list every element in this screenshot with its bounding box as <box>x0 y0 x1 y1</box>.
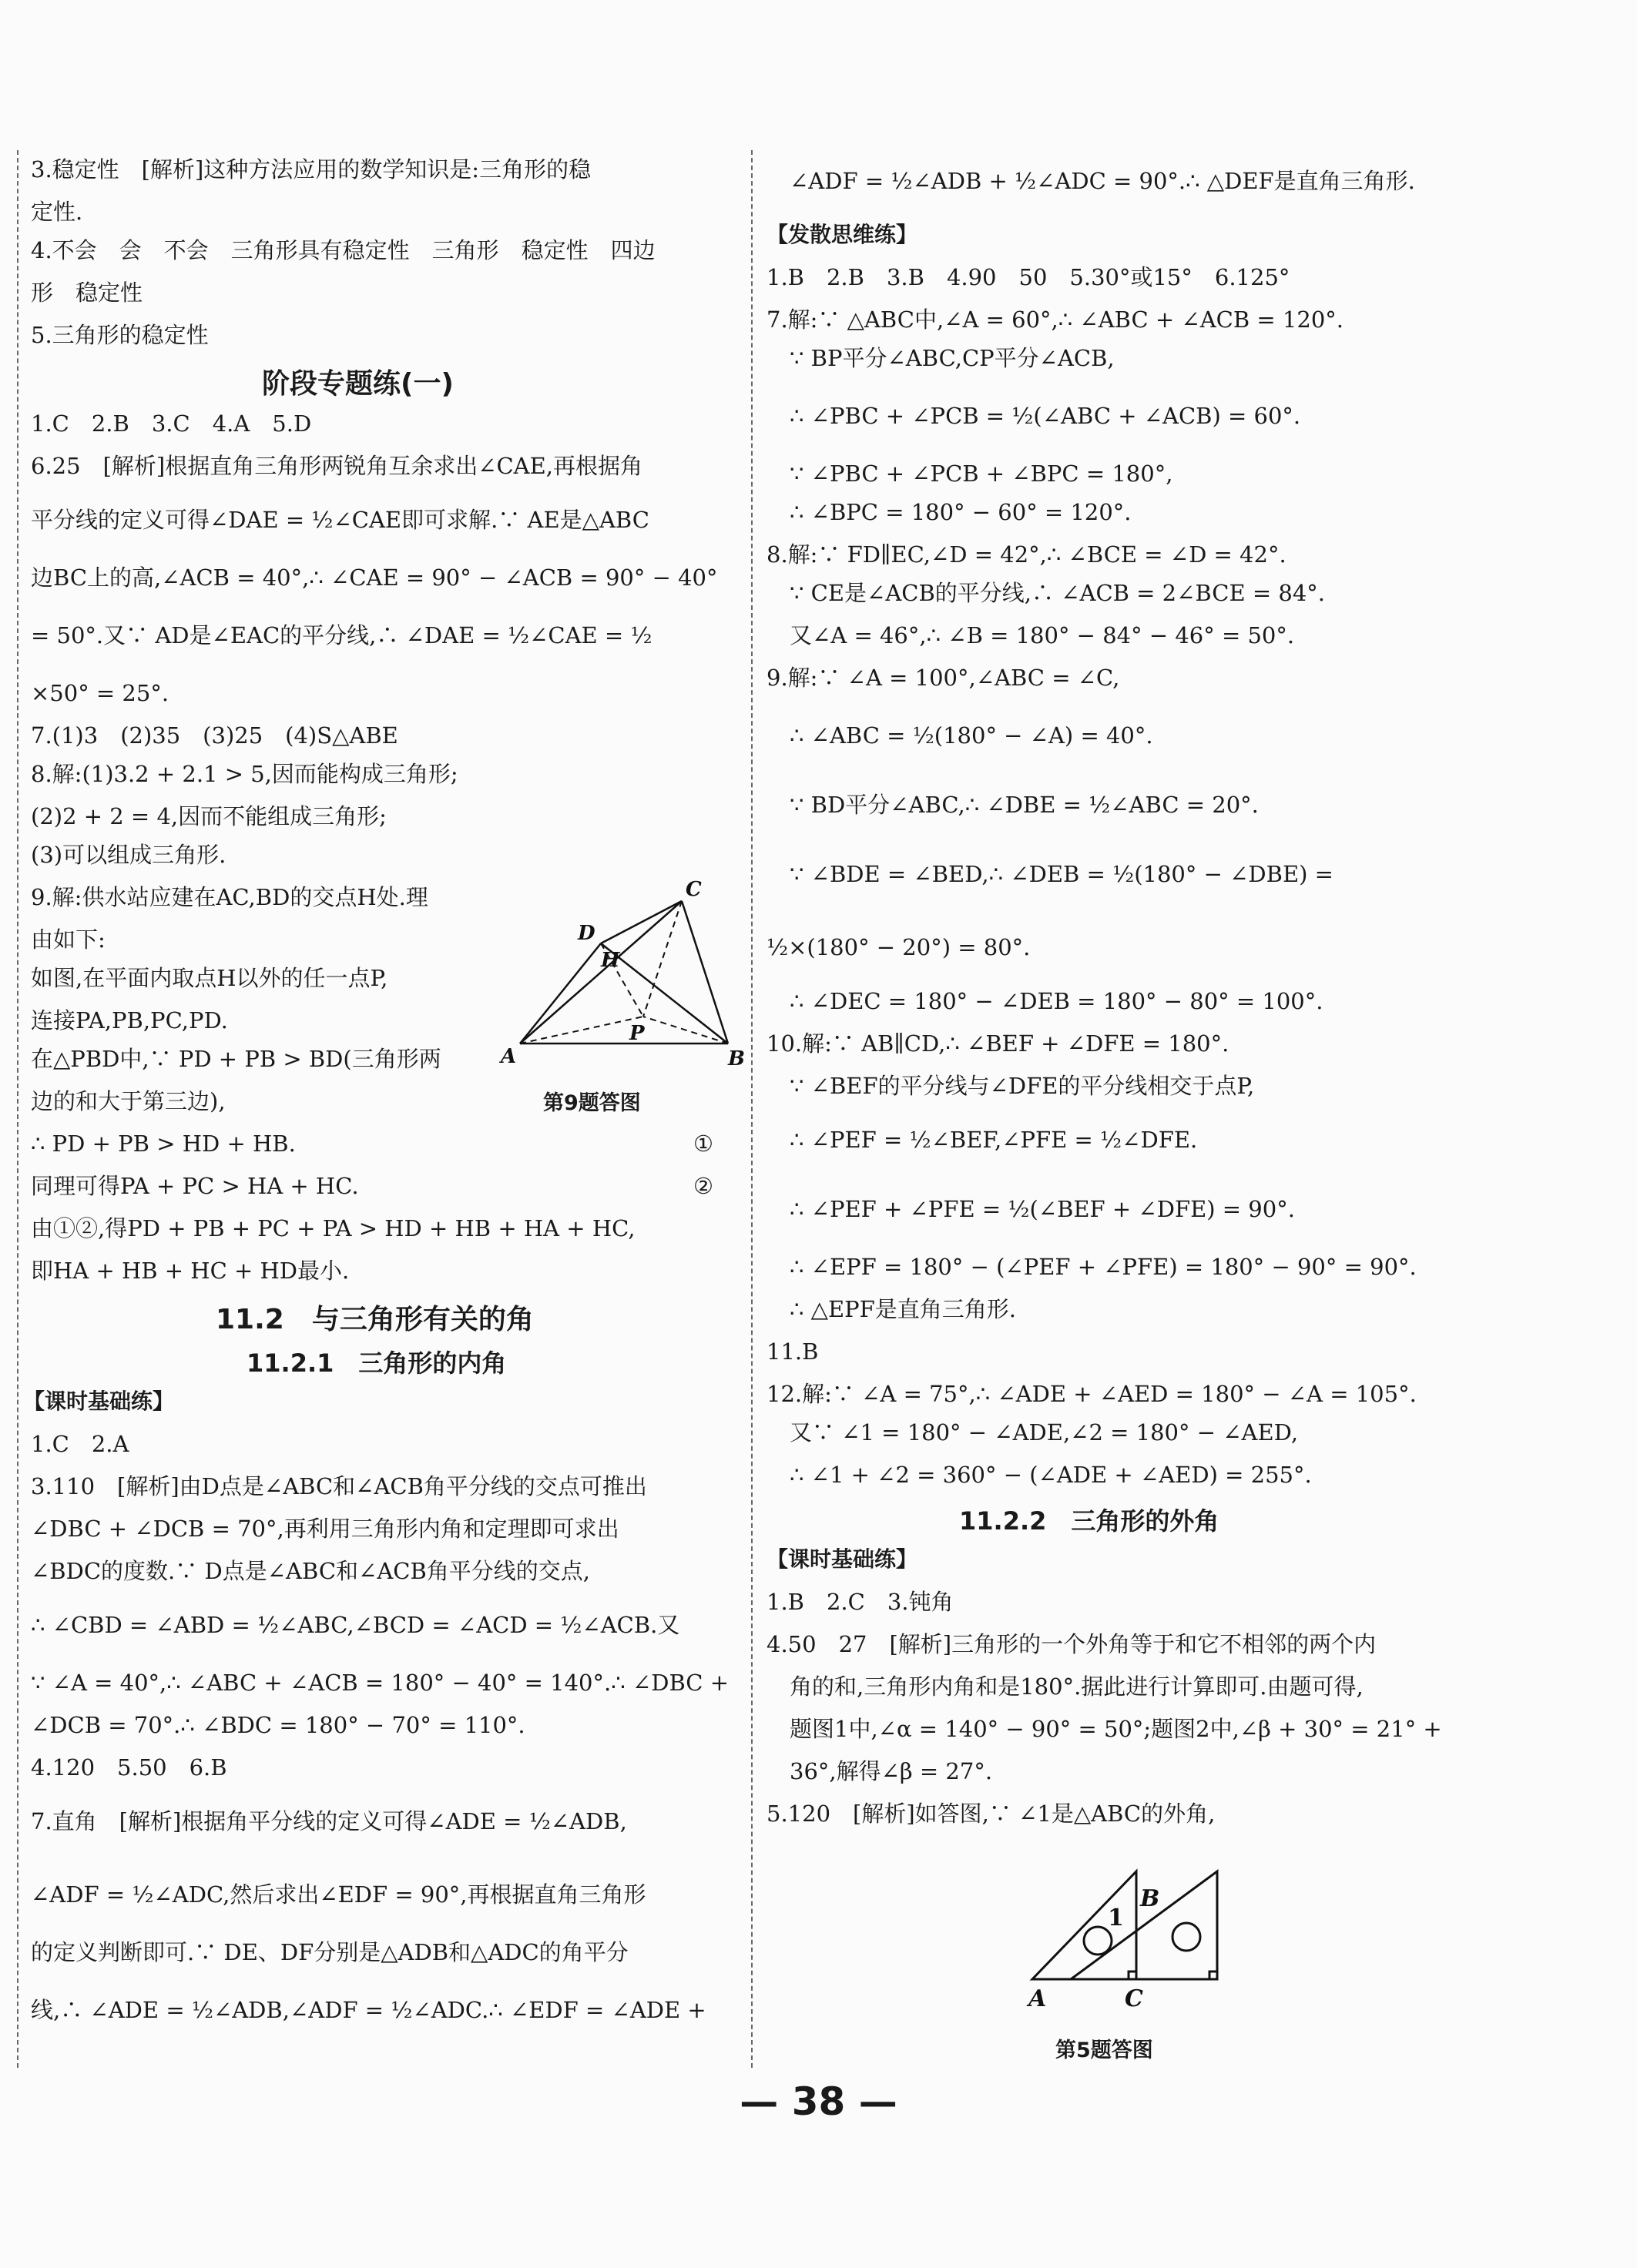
text-line: 1.B 2.B 3.B 4.90 50 5.30°或15° 6.125° <box>767 264 1290 290</box>
section-heading-stage: 阶段专题练(一) <box>262 368 454 400</box>
text-line: 如图,在平面内取点H以外的任一点P, <box>31 965 388 991</box>
text-line: ∴ ∠CBD = ∠ABD = ½∠ABC,∠BCD = ∠ACD = ½∠ACB.又 <box>31 1612 680 1638</box>
text-line: ∴ ∠PBC + ∠PCB = ½(∠ABC + ∠ACB) = 60°. <box>790 403 1301 429</box>
fig5-label-a: A <box>1028 1985 1047 2012</box>
text-line: ∴ ∠PEF = ½∠BEF,∠PFE = ½∠DFE. <box>790 1127 1198 1153</box>
text-line: 9.解:供水站应建在AC,BD的交点H处.理 <box>31 884 428 910</box>
text-line: ∵ BP平分∠ABC,CP平分∠ACB, <box>790 345 1115 371</box>
section-heading-11-2-1: 11.2.1 三角形的内角 <box>247 1348 507 1378</box>
text-line: ∴ ∠1 + ∠2 = 360° − (∠ADE + ∠AED) = 255°. <box>790 1462 1312 1488</box>
text-line: ∴ ∠ABC = ½(180° − ∠A) = 40°. <box>790 722 1153 749</box>
text-line: ∴ △EPF是直角三角形. <box>790 1296 1016 1322</box>
text-line: 36°,解得∠β = 27°. <box>790 1758 993 1784</box>
text-line: 12.解:∵ ∠A = 75°,∴ ∠ADE + ∠AED = 180° − ∠A = 105°. <box>767 1381 1417 1407</box>
page-number-value: 38 <box>791 2079 846 2124</box>
figure-q5-caption: 第5题答图 <box>1055 2039 1153 2062</box>
text-line: 边的和大于第三边), <box>31 1088 226 1114</box>
figure-q9-quadrilateral <box>497 874 759 1074</box>
circled-mark-2: ② <box>693 1173 713 1199</box>
text-line: 7.解:∵ △ABC中,∠A = 60°,∴ ∠ABC + ∠ACB = 120°. <box>767 307 1343 333</box>
text-line: 角的和,三角形内角和是180°.据此进行计算即可.由题可得, <box>790 1673 1364 1700</box>
text-line: 4.50 27 [解析]三角形的一个外角等于和它不相邻的两个内 <box>767 1631 1377 1657</box>
fig9-label-p: P <box>629 1022 645 1045</box>
text-line: 边BC上的高,∠ACB = 40°,∴ ∠CAE = 90° − ∠ACB = 90° − 40° <box>31 564 718 591</box>
text-line: ∵ CE是∠ACB的平分线,∴ ∠ACB = 2∠BCE = 84°. <box>790 580 1325 606</box>
circled-mark-1: ① <box>693 1131 713 1157</box>
text-line: ∴ ∠BPC = 180° − 60° = 120°. <box>790 499 1132 525</box>
fig9-label-a: A <box>501 1045 517 1068</box>
column-divider-left <box>17 150 18 2068</box>
text-line: 在△PBD中,∵ PD + PB > BD(三角形两 <box>31 1046 441 1072</box>
text-line: 10.解:∵ AB∥CD,∴ ∠BEF + ∠DFE = 180°. <box>767 1030 1229 1057</box>
text-line: 3.稳定性 [解析]这种方法应用的数学知识是:三角形的稳 <box>31 156 592 183</box>
text-line: ∠ADF = ½∠ADC,然后求出∠EDF = 90°,再根据直角三角形 <box>31 1881 646 1908</box>
fig5-label-c: C <box>1125 1985 1143 2012</box>
text-line: 形 稳定性 <box>31 280 143 306</box>
section-heading-11-2-2: 11.2.2 三角形的外角 <box>959 1506 1219 1536</box>
text-line: 8.解:(1)3.2 + 2.1 > 5,因而能构成三角形; <box>31 761 458 787</box>
text-line: ∴ ∠DEC = 180° − ∠DEB = 180° − 80° = 100°. <box>790 988 1323 1014</box>
text-line: ∵ ∠A = 40°,∴ ∠ABC + ∠ACB = 180° − 40° = 140°.∴ ∠DBC + <box>31 1670 729 1696</box>
fig9-label-c: C <box>686 878 702 901</box>
section-heading-11-2: 11.2 与三角形有关的角 <box>216 1304 534 1335</box>
text-line: = 50°.又∵ AD是∠EAC的平分线,∴ ∠DAE = ½∠CAE = ½ <box>31 622 652 648</box>
text-line: (2)2 + 2 = 4,因而不能组成三角形; <box>31 803 387 829</box>
text-line: ∠BDC的度数.∵ D点是∠ABC和∠ACB角平分线的交点, <box>31 1558 590 1584</box>
text-line: ∵ ∠BDE = ∠BED,∴ ∠DEB = ½(180° − ∠DBE) = <box>790 861 1333 887</box>
text-line: 4.不会 会 不会 三角形具有稳定性 三角形 稳定性 四边 <box>31 237 656 263</box>
text-line: 同理可得PA + PC > HA + HC. <box>31 1173 359 1199</box>
text-line: 由①②,得PD + PB + PC + PA > HD + HB + HA + HC, <box>31 1215 636 1241</box>
text-line: ∴ PD + PB > HD + HB. <box>31 1131 296 1157</box>
text-line: 1.C 2.A <box>31 1431 129 1457</box>
text-line: ∵ ∠BEF的平分线与∠DFE的平分线相交于点P, <box>790 1073 1255 1099</box>
text-line: 9.解:∵ ∠A = 100°,∠ABC = ∠C, <box>767 665 1120 691</box>
text-line: 3.110 [解析]由D点是∠ABC和∠ACB角平分线的交点可推出 <box>31 1473 647 1499</box>
page-number: — 38 — <box>740 2079 897 2124</box>
text-line: 定性. <box>31 199 83 225</box>
text-line: 7.直角 [解析]根据角平分线的定义可得∠ADE = ½∠ADB, <box>31 1808 627 1834</box>
text-line: 5.三角形的稳定性 <box>31 322 209 348</box>
figure-q5-set-squares <box>1025 1856 1348 2018</box>
text-line: ∴ ∠PEF + ∠PFE = ½(∠BEF + ∠DFE) = 90°. <box>790 1196 1295 1222</box>
text-line: 7.(1)3 (2)35 (3)25 (4)S△ABE <box>31 722 398 749</box>
text-line: ∵ ∠PBC + ∠PCB + ∠BPC = 180°, <box>790 461 1173 487</box>
fig9-label-d: D <box>578 922 595 945</box>
text-line: 即HA + HB + HC + HD最小. <box>31 1258 350 1284</box>
text-line: 8.解:∵ FD∥EC,∠D = 42°,∴ ∠BCE = ∠D = 42°. <box>767 541 1286 568</box>
text-line: 题图1中,∠α = 140° − 90° = 50°;题图2中,∠β + 30° = 21° + <box>790 1716 1442 1742</box>
text-line: 平分线的定义可得∠DAE = ½∠CAE即可求解.∵ AE是△ABC <box>31 507 649 533</box>
text-line: ½×(180° − 20°) = 80°. <box>767 934 1031 960</box>
text-line: 的定义判断即可.∵ DE、DF分别是△ADB和△ADC的角平分 <box>31 1939 629 1965</box>
text-line: 连接PA,PB,PC,PD. <box>31 1007 228 1033</box>
text-line: (3)可以组成三角形. <box>31 842 226 868</box>
text-line: 1.C 2.B 3.C 4.A 5.D <box>31 410 312 437</box>
text-line: 6.25 [解析]根据直角三角形两锐角互余求出∠CAE,再根据角 <box>31 453 643 479</box>
tag-divergent-thinking: 【发散思维练】 <box>767 222 918 247</box>
text-line: ∠ADF = ½∠ADB + ½∠ADC = 90°.∴ △DEF是直角三角形. <box>790 168 1415 194</box>
fig5-label-b: B <box>1140 1885 1160 1912</box>
tag-basic-practice: 【课时基础练】 <box>23 1389 175 1414</box>
text-line: 由如下: <box>31 926 106 953</box>
text-line: ∠DBC + ∠DCB = 70°,再利用三角形内角和定理即可求出 <box>31 1516 619 1542</box>
text-line: ∠DCB = 70°.∴ ∠BDC = 180° − 70° = 110°. <box>31 1712 525 1738</box>
column-divider-center <box>751 150 753 2068</box>
tag-basic-practice-right: 【课时基础练】 <box>767 1546 918 1572</box>
text-line: ×50° = 25°. <box>31 680 169 706</box>
text-line: 1.B 2.C 3.钝角 <box>767 1589 954 1615</box>
text-line: 线,∴ ∠ADE = ½∠ADB,∠ADF = ½∠ADC.∴ ∠EDF = ∠ADE + <box>31 1997 706 2023</box>
text-line: 11.B <box>767 1338 819 1365</box>
text-line: ∴ ∠EPF = 180° − (∠PEF + ∠PFE) = 180° − 90° = 90°. <box>790 1254 1417 1280</box>
text-line: 又∠A = 46°,∴ ∠B = 180° − 84° − 46° = 50°. <box>790 622 1295 648</box>
fig5-label-angle-1: 1 <box>1108 1905 1124 1931</box>
fig9-label-h: H <box>601 949 620 972</box>
text-line: 5.120 [解析]如答图,∵ ∠1是△ABC的外角, <box>767 1801 1216 1827</box>
text-line: ∵ BD平分∠ABC,∴ ∠DBE = ½∠ABC = 20°. <box>790 792 1259 818</box>
text-line: 4.120 5.50 6.B <box>31 1754 227 1781</box>
fig9-label-b: B <box>728 1047 745 1070</box>
text-line: 又∵ ∠1 = 180° − ∠ADE,∠2 = 180° − ∠AED, <box>790 1419 1299 1446</box>
figure-q9-caption: 第9题答图 <box>543 1091 641 1115</box>
